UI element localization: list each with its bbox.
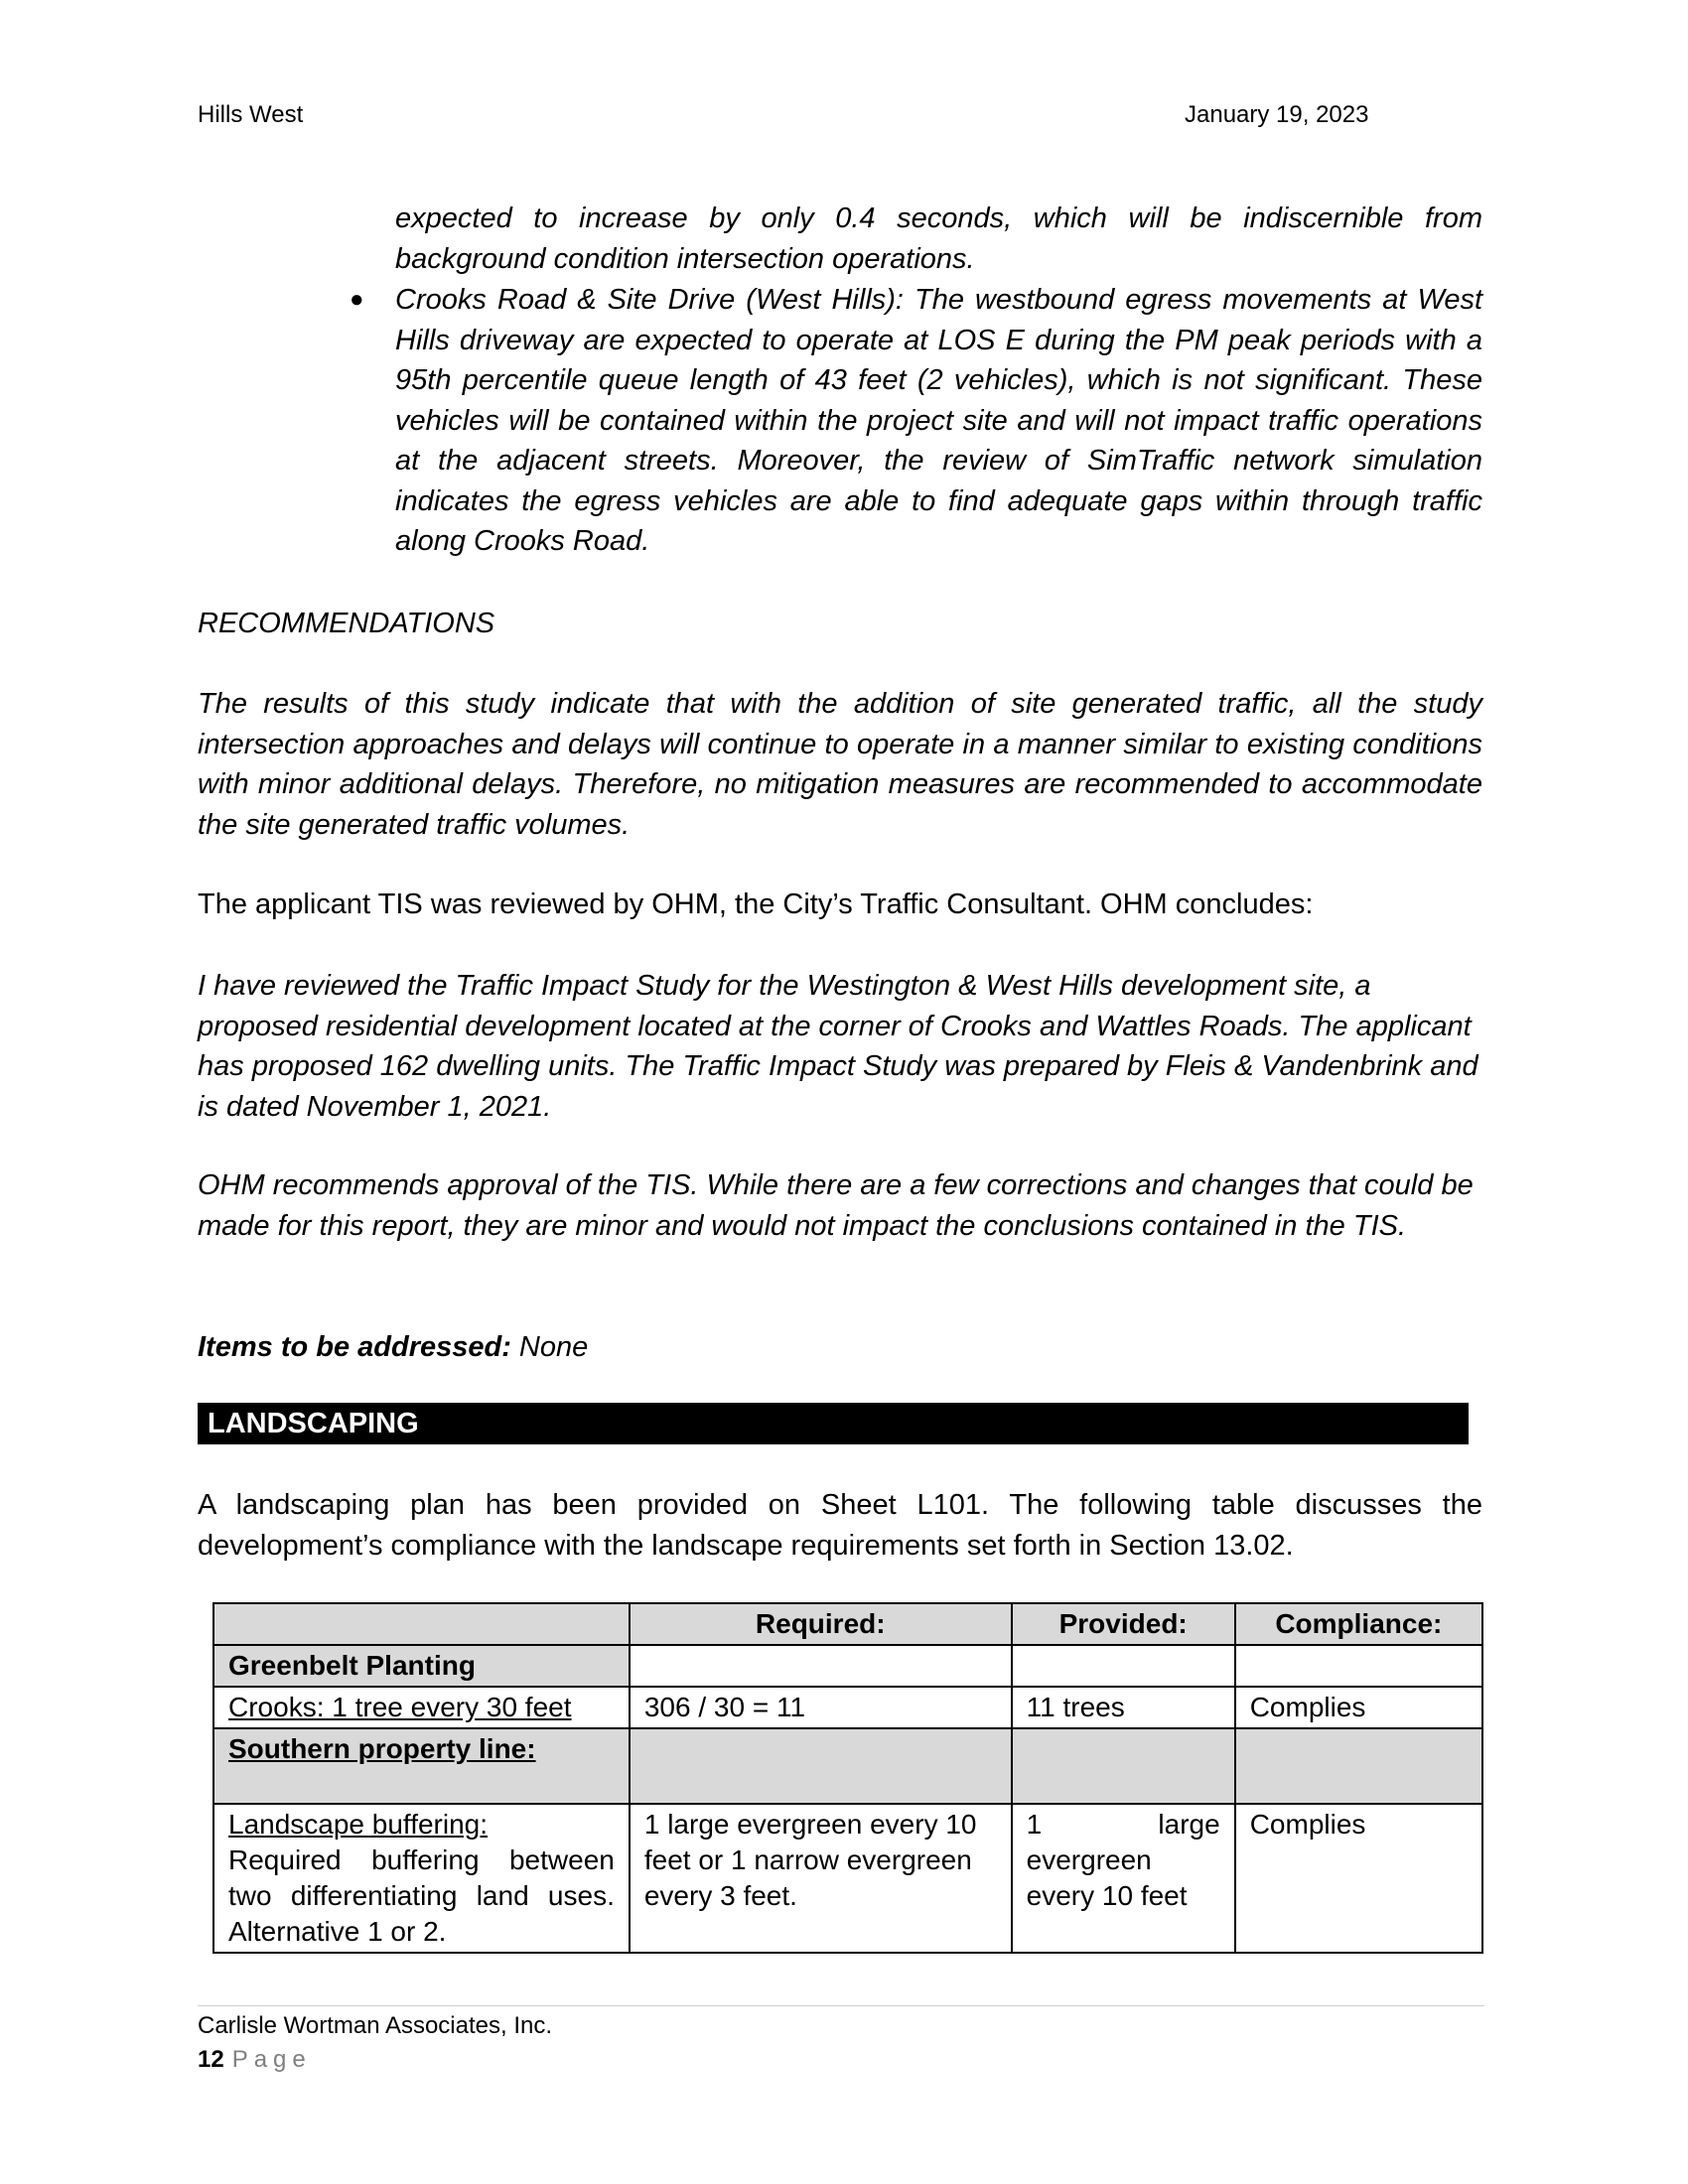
greenbelt-compliance <box>1235 1645 1482 1687</box>
crooks-required: 306 / 30 = 11 <box>630 1687 1012 1728</box>
crooks-provided: 11 trees <box>1012 1687 1235 1728</box>
buffer-provided: 1 large evergreen every 10 feet <box>1012 1804 1235 1953</box>
southern-required <box>630 1728 1012 1804</box>
crooks-compliance: Complies <box>1235 1687 1482 1728</box>
buffer-compliance: Complies <box>1235 1804 1482 1953</box>
page-number: 12 <box>198 2046 224 2073</box>
items-label: Items to be addressed: <box>198 1331 511 1363</box>
section-heading-landscaping: LANDSCAPING <box>198 1403 1469 1444</box>
review-intro: The applicant TIS was reviewed by OHM, the City’s Traffic Consultant. OHM concludes: <box>198 888 1314 920</box>
footer-page <box>198 2046 312 2074</box>
table-header-provided: Provided: <box>1012 1603 1235 1645</box>
southern-provided <box>1012 1728 1235 1804</box>
header-date: January 19, 2023 <box>1185 101 1369 128</box>
buffer-cell <box>213 1804 630 1953</box>
footer-firm: Carlisle Wortman Associates, Inc. <box>198 2012 553 2039</box>
landscaping-intro: A landscaping plan has been provided on Sheet L101. The following table discusses the development’s compliance with the landscape requirements set forth in Section 13.02. <box>198 1489 1482 1562</box>
recommendations-heading: RECOMMENDATIONS <box>198 608 495 639</box>
continued-bullet-text: expected to increase by only 0.4 seconds, which will be indiscernible from background condition intersection operations. <box>395 203 1482 275</box>
greenbelt-required <box>630 1645 1012 1687</box>
landscape-compliance-table <box>212 1602 1483 1954</box>
table-header-required: Required: <box>630 1603 1012 1645</box>
southern-label: Southern property line: <box>213 1728 630 1804</box>
recommendations-text: The results of this study indicate that with the addition of site generated traffic, all the study intersection approaches and delays will continue to operate in a manner similar to existing conditions with minor additional delays. Therefore, no mitigation measures are recommended to accommodate the site generated traffic volumes. <box>198 688 1482 841</box>
southern-compliance <box>1235 1728 1482 1804</box>
buffer-label: Landscape buffering: <box>228 1809 489 1840</box>
buffer-desc: Required buffering between two differentiating land uses. Alternative 1 or 2. <box>228 1844 615 1947</box>
ohm-quote-1: I have reviewed the Traffic Impact Study for the Westington & West Hills development site, a proposed residential development located at the corner of Crooks and Wattles Roads. The applicant has proposed 162 dwelling units. The Traffic Impact Study was prepared by Fleis & Vandenbrink and is dated November 1, 2021. <box>198 970 1478 1123</box>
ohm-quote-2: OHM recommends approval of the TIS. While there are a few corrections and changes that could be made for this report, they are minor and would not impact the conclusions contained in the TIS. <box>198 1169 1474 1242</box>
table-row-crooks <box>213 1687 1482 1728</box>
page-word: Page <box>231 2046 312 2073</box>
bullet-marker: ● <box>350 286 364 313</box>
items-value: None <box>510 1331 589 1363</box>
footer-rule <box>198 2005 1484 2006</box>
table-header-row <box>213 1603 1482 1645</box>
header-left: Hills West <box>198 101 304 128</box>
table-header-blank <box>213 1603 630 1645</box>
items-to-be-addressed <box>198 1327 1482 1368</box>
bullet-crooks-site-drive: Crooks Road & Site Drive (West Hills): The westbound egress movements at West Hills driveway are expected to operate at LOS E during the PM peak periods with a 95th percentile queue length of 43 feet (2 vehicles), which is not significant. These vehicles will be contained within the project site and will not impact traffic operations at the adjacent streets. Moreover, the review of SimTraffic network simulation indicates the egress vehicles are able to find adequate gaps within through traffic along Crooks Road. <box>395 284 1482 557</box>
table-row-buffer <box>213 1804 1482 1953</box>
table-header-compliance: Compliance: <box>1235 1603 1482 1645</box>
crooks-label: Crooks: 1 tree every 30 feet <box>213 1687 630 1728</box>
buffer-required: 1 large evergreen every 10 feet or 1 narrow evergreen every 3 feet. <box>630 1804 1012 1953</box>
greenbelt-label: Greenbelt Planting <box>213 1645 630 1687</box>
greenbelt-provided <box>1012 1645 1235 1687</box>
table-row-greenbelt <box>213 1645 1482 1687</box>
table-row-southern <box>213 1728 1482 1804</box>
